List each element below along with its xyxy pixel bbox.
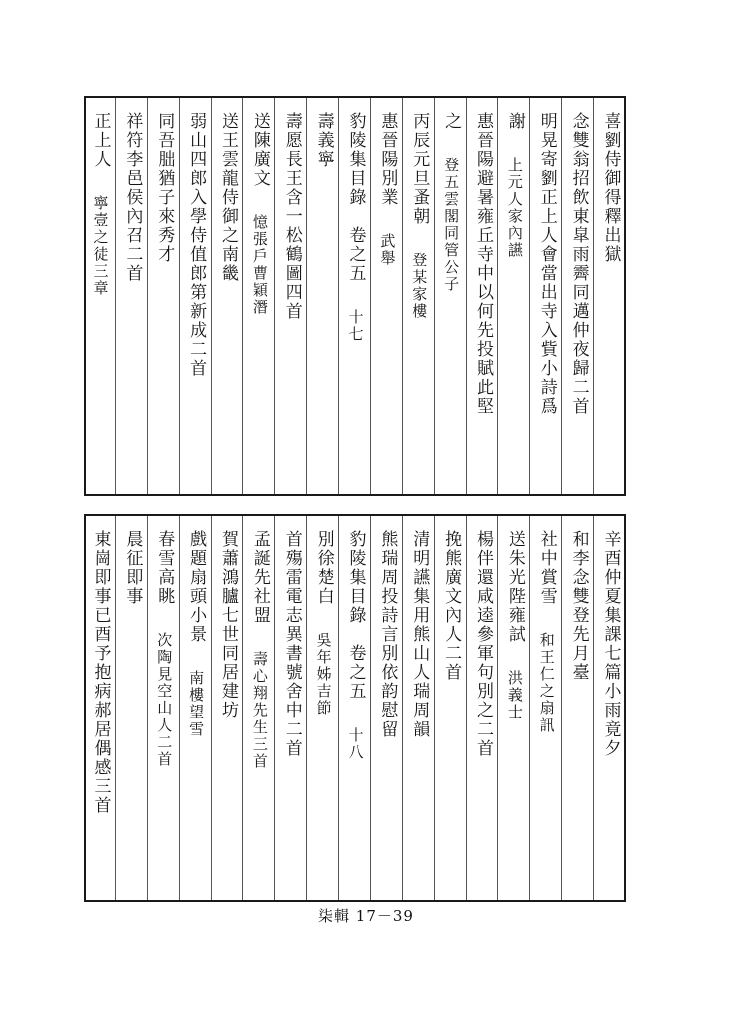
column-rule — [561, 98, 562, 494]
column-secondary-title: 南樓望雪 — [187, 670, 206, 738]
column-secondary-title: 洪義士 — [505, 670, 524, 721]
page-footer-number: 柒輯 17－39 — [318, 907, 414, 925]
text-column — [530, 98, 562, 494]
text-column — [116, 98, 148, 494]
column-title: 送陳廣文 — [249, 112, 270, 188]
column-secondary-title: 吳年姊吉節 — [314, 632, 333, 717]
text-column — [339, 98, 371, 494]
column-secondary-title: 次陶見空山人二首 — [155, 632, 174, 768]
column-rule — [115, 516, 116, 900]
column-rule — [434, 516, 435, 900]
column-title: 弱山四郎入學侍值郎第新成二首 — [186, 112, 207, 378]
text-column — [435, 98, 467, 494]
column-rule — [211, 516, 212, 900]
column-title: 念雙翁招飲東皐雨霽同邁仲夜歸二首 — [568, 112, 589, 416]
column-title: 熊瑞周投詩言別依韵慰留 — [377, 530, 398, 739]
column-rule — [338, 98, 339, 494]
column-title: 喜劉侍御得釋出獄 — [600, 112, 621, 264]
column-title: 惠晉陽避暑雍丘寺中以何先投賦此堅 — [473, 112, 494, 416]
column-title: 之 — [441, 112, 462, 131]
column-rule — [497, 516, 498, 900]
text-column — [371, 516, 403, 900]
column-rule — [179, 516, 180, 900]
column-rule — [211, 98, 212, 494]
column-rule — [306, 516, 307, 900]
text-column — [212, 98, 244, 494]
column-rule — [242, 516, 243, 900]
text-column — [243, 98, 275, 494]
text-column — [371, 98, 403, 494]
column-rule — [434, 98, 435, 494]
column-secondary-title: 寧壹之徒三章 — [91, 195, 110, 297]
column-title: 明晃寄劉正上人會當出寺入貲小詩爲 — [536, 112, 557, 416]
column-title: 孟誕先社盟 — [249, 530, 270, 625]
text-column — [594, 98, 626, 494]
column-title: 壽愿長王含一松鶴圖四首 — [281, 112, 302, 321]
text-column — [243, 516, 275, 900]
text-column — [275, 516, 307, 900]
column-rule — [593, 98, 594, 494]
column-title: 春雪高眺 — [154, 530, 175, 606]
column-title: 賀蕭鴻臚七世同居建坊 — [217, 530, 238, 720]
column-title: 清明讌集用熊山人瑞周韻 — [409, 530, 430, 739]
column-title: 首殤雷電志異書號舍中二首 — [281, 530, 302, 758]
column-rule — [306, 98, 307, 494]
column-title: 辛酉仲夏集課七篇小雨竟夕 — [600, 530, 621, 758]
column-title: 戲題扇頭小景 — [186, 530, 207, 644]
column-secondary-title: 武舉 — [378, 233, 397, 267]
column-title: 壽義寧 — [313, 112, 334, 169]
column-secondary-title: 壽心翔先生三首 — [250, 651, 269, 770]
column-rule — [370, 516, 371, 900]
column-rule — [179, 98, 180, 494]
top-page-frame — [84, 96, 626, 496]
column-title: 送朱光陛雍試 — [504, 530, 525, 644]
column-secondary-title: 十八 — [346, 727, 365, 761]
text-column — [307, 516, 339, 900]
text-column — [339, 516, 371, 900]
column-rule — [274, 516, 275, 900]
column-rule — [242, 98, 243, 494]
column-title: 別徐楚白 — [313, 530, 334, 606]
text-column — [212, 516, 244, 900]
bottom-page-frame — [84, 514, 626, 902]
column-title: 同吾朏猶子來秀才 — [154, 112, 175, 264]
column-rule — [466, 98, 467, 494]
text-column — [84, 98, 116, 494]
text-column — [148, 98, 180, 494]
text-column — [275, 98, 307, 494]
column-rule — [466, 516, 467, 900]
text-column — [562, 98, 594, 494]
column-title: 惠晉陽別業 — [377, 112, 398, 207]
column-title: 丙辰元旦蚤朝 — [409, 112, 430, 226]
column-title: 祥符李邑侯內召二首 — [122, 112, 143, 283]
column-rule — [402, 98, 403, 494]
column-secondary-title: 憶張戶曹穎潛 — [250, 214, 269, 316]
text-column — [562, 516, 594, 900]
text-column — [467, 516, 499, 900]
text-column — [435, 516, 467, 900]
column-secondary-title: 十七 — [346, 309, 365, 343]
column-title: 東崗即事已酉予抱病郝居偶感三首 — [90, 530, 111, 815]
column-title: 豹陵集目錄 卷之五 — [345, 112, 366, 283]
column-rule — [561, 516, 562, 900]
column-rule — [370, 98, 371, 494]
column-rule — [402, 516, 403, 900]
top-page-columns — [84, 98, 626, 494]
column-rule — [593, 516, 594, 900]
column-rule — [338, 516, 339, 900]
column-secondary-title: 登某家樓 — [410, 252, 429, 320]
column-title: 社中賞雪 — [536, 530, 557, 606]
column-title: 豹陵集目錄 卷之五 — [345, 530, 366, 701]
column-rule — [147, 98, 148, 494]
column-title: 挽熊廣文內人二首 — [441, 530, 462, 682]
column-rule — [529, 516, 530, 900]
column-secondary-title: 上元人家內讌 — [505, 157, 524, 259]
column-secondary-title: 登五雲閣同管公子 — [442, 157, 461, 293]
text-column — [116, 516, 148, 900]
column-rule — [497, 98, 498, 494]
column-rule — [115, 98, 116, 494]
text-column — [498, 98, 530, 494]
text-column — [84, 516, 116, 900]
text-column — [307, 98, 339, 494]
column-title: 送王雲龍侍御之南畿 — [217, 112, 238, 283]
column-rule — [274, 98, 275, 494]
column-secondary-title: 和王仁之扇訊 — [537, 632, 556, 734]
text-column — [403, 98, 435, 494]
column-rule — [529, 98, 530, 494]
text-column — [148, 516, 180, 900]
column-rule — [147, 516, 148, 900]
text-column — [403, 516, 435, 900]
text-column — [530, 516, 562, 900]
column-title: 和李念雙登先月臺 — [568, 530, 589, 682]
text-column — [498, 516, 530, 900]
column-title: 晨征即事 — [122, 530, 143, 606]
column-title: 謝 — [504, 112, 525, 131]
text-column — [467, 98, 499, 494]
bottom-page-columns — [84, 516, 626, 900]
column-title: 正上人 — [90, 112, 111, 169]
text-column — [180, 516, 212, 900]
column-title: 楊伴還咸逵參軍句別之二首 — [473, 530, 494, 758]
text-column — [180, 98, 212, 494]
text-column — [594, 516, 626, 900]
